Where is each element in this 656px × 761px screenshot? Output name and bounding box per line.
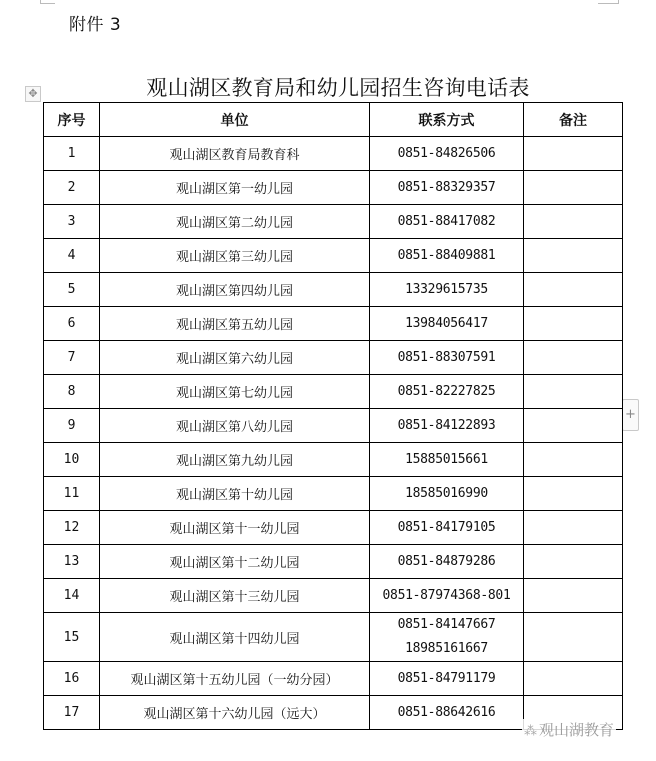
table-row bbox=[44, 511, 623, 545]
row-number: 2 bbox=[44, 171, 100, 205]
row-note bbox=[524, 273, 623, 307]
watermark-text: 观山湖教育 bbox=[539, 721, 615, 739]
row-unit: 观山湖区第八幼儿园 bbox=[100, 409, 370, 443]
page-corner-mark-right bbox=[598, 0, 619, 4]
row-phone bbox=[370, 613, 524, 662]
row-number: 3 bbox=[44, 205, 100, 239]
phone-number: 0851-88307591 bbox=[397, 349, 496, 365]
row-unit: 观山湖区第十幼儿园 bbox=[100, 477, 370, 511]
header-note: 备注 bbox=[524, 103, 623, 137]
row-note bbox=[524, 137, 623, 171]
row-phone bbox=[370, 375, 524, 409]
row-unit: 观山湖区第四幼儿园 bbox=[100, 273, 370, 307]
row-phone bbox=[370, 205, 524, 239]
row-unit: 观山湖区第七幼儿园 bbox=[100, 375, 370, 409]
row-number: 6 bbox=[44, 307, 100, 341]
row-unit: 观山湖区第五幼儿园 bbox=[100, 307, 370, 341]
row-phone bbox=[370, 545, 524, 579]
phone-number: 0851-84791179 bbox=[397, 670, 496, 686]
table-row bbox=[44, 579, 623, 613]
phone-number: 0851-88329357 bbox=[397, 179, 496, 195]
table-row bbox=[44, 341, 623, 375]
row-number: 16 bbox=[44, 662, 100, 696]
table-row bbox=[44, 307, 623, 341]
page-corner-mark-left bbox=[40, 0, 55, 4]
row-number: 11 bbox=[44, 477, 100, 511]
table-row bbox=[44, 375, 623, 409]
row-phone bbox=[370, 307, 524, 341]
row-unit: 观山湖区第十一幼儿园 bbox=[100, 511, 370, 545]
row-note bbox=[524, 579, 623, 613]
phone-number: 0851-84826506 bbox=[397, 145, 496, 161]
row-note bbox=[524, 511, 623, 545]
phone-number: 0851-88642616 bbox=[397, 704, 496, 720]
table-row bbox=[44, 443, 623, 477]
phone-number: 0851-88409881 bbox=[397, 247, 496, 263]
table-row bbox=[44, 613, 623, 662]
row-number: 7 bbox=[44, 341, 100, 375]
row-phone bbox=[370, 239, 524, 273]
row-number: 5 bbox=[44, 273, 100, 307]
table-row bbox=[44, 273, 623, 307]
row-phone bbox=[370, 477, 524, 511]
row-phone bbox=[370, 171, 524, 205]
row-note bbox=[524, 205, 623, 239]
row-unit: 观山湖区第一幼儿园 bbox=[100, 171, 370, 205]
row-number: 10 bbox=[44, 443, 100, 477]
header-contact: 联系方式 bbox=[370, 103, 524, 137]
row-note bbox=[524, 443, 623, 477]
phone-number: 15885015661 bbox=[405, 451, 488, 467]
table-row bbox=[44, 662, 623, 696]
row-number: 13 bbox=[44, 545, 100, 579]
row-number: 15 bbox=[44, 613, 100, 662]
row-phone bbox=[370, 696, 524, 730]
phone-number: 0851-82227825 bbox=[397, 383, 496, 399]
watermark bbox=[522, 719, 616, 740]
row-note bbox=[524, 171, 623, 205]
header-unit: 单位 bbox=[100, 103, 370, 137]
phone-number: 0851-84879286 bbox=[397, 553, 496, 569]
row-note bbox=[524, 341, 623, 375]
table-row bbox=[44, 409, 623, 443]
phone-number: 0851-84179105 bbox=[397, 519, 496, 535]
row-number: 9 bbox=[44, 409, 100, 443]
row-number: 14 bbox=[44, 579, 100, 613]
row-note bbox=[524, 613, 623, 662]
table-row bbox=[44, 477, 623, 511]
row-phone bbox=[370, 273, 524, 307]
phone-number: 18585016990 bbox=[405, 485, 488, 501]
row-note bbox=[524, 662, 623, 696]
phone-number: 0851-84147667 bbox=[397, 617, 496, 632]
row-unit: 观山湖区第十三幼儿园 bbox=[100, 579, 370, 613]
row-phone bbox=[370, 579, 524, 613]
table-row bbox=[44, 545, 623, 579]
row-number: 17 bbox=[44, 696, 100, 730]
phone-number: 13329615735 bbox=[405, 281, 488, 297]
page-title: 观山湖区教育局和幼儿园招生咨询电话表 bbox=[146, 76, 530, 100]
phone-number: 0851-88417082 bbox=[397, 213, 496, 229]
table-row bbox=[44, 171, 623, 205]
row-phone bbox=[370, 511, 524, 545]
row-number: 8 bbox=[44, 375, 100, 409]
table-header-row bbox=[44, 103, 623, 137]
row-phone bbox=[370, 443, 524, 477]
table-row bbox=[44, 137, 623, 171]
header-no: 序号 bbox=[44, 103, 100, 137]
row-unit: 观山湖区教育局教育科 bbox=[100, 137, 370, 171]
row-note bbox=[524, 545, 623, 579]
row-unit: 观山湖区第十四幼儿园 bbox=[100, 613, 370, 662]
row-unit: 观山湖区第二幼儿园 bbox=[100, 205, 370, 239]
row-note bbox=[524, 239, 623, 273]
row-unit: 观山湖区第六幼儿园 bbox=[100, 341, 370, 375]
row-number: 1 bbox=[44, 137, 100, 171]
phone-number: 0851-84122893 bbox=[397, 417, 496, 433]
row-phone bbox=[370, 341, 524, 375]
row-unit: 观山湖区第十二幼儿园 bbox=[100, 545, 370, 579]
row-phone bbox=[370, 137, 524, 171]
add-column-icon[interactable]: + bbox=[622, 399, 639, 431]
phone-number: 18985161667 bbox=[405, 641, 488, 656]
table-move-handle-icon[interactable]: ✥ bbox=[25, 86, 41, 102]
row-number: 4 bbox=[44, 239, 100, 273]
row-unit: 观山湖区第三幼儿园 bbox=[100, 239, 370, 273]
row-number: 12 bbox=[44, 511, 100, 545]
row-note bbox=[524, 375, 623, 409]
row-unit: 观山湖区第九幼儿园 bbox=[100, 443, 370, 477]
row-phone bbox=[370, 662, 524, 696]
attachment-label: 附件 3 bbox=[69, 15, 122, 35]
row-phone bbox=[370, 409, 524, 443]
row-note bbox=[524, 409, 623, 443]
row-note bbox=[524, 307, 623, 341]
row-unit: 观山湖区第十五幼儿园（一幼分园） bbox=[100, 662, 370, 696]
phone-number: 0851-87974368-801 bbox=[382, 587, 511, 603]
row-unit: 观山湖区第十六幼儿园（远大） bbox=[100, 696, 370, 730]
row-note bbox=[524, 477, 623, 511]
phone-table bbox=[43, 102, 623, 730]
table-row bbox=[44, 239, 623, 273]
phone-number: 13984056417 bbox=[405, 315, 488, 331]
table-row bbox=[44, 205, 623, 239]
wechat-icon: ⁂ bbox=[524, 724, 537, 739]
